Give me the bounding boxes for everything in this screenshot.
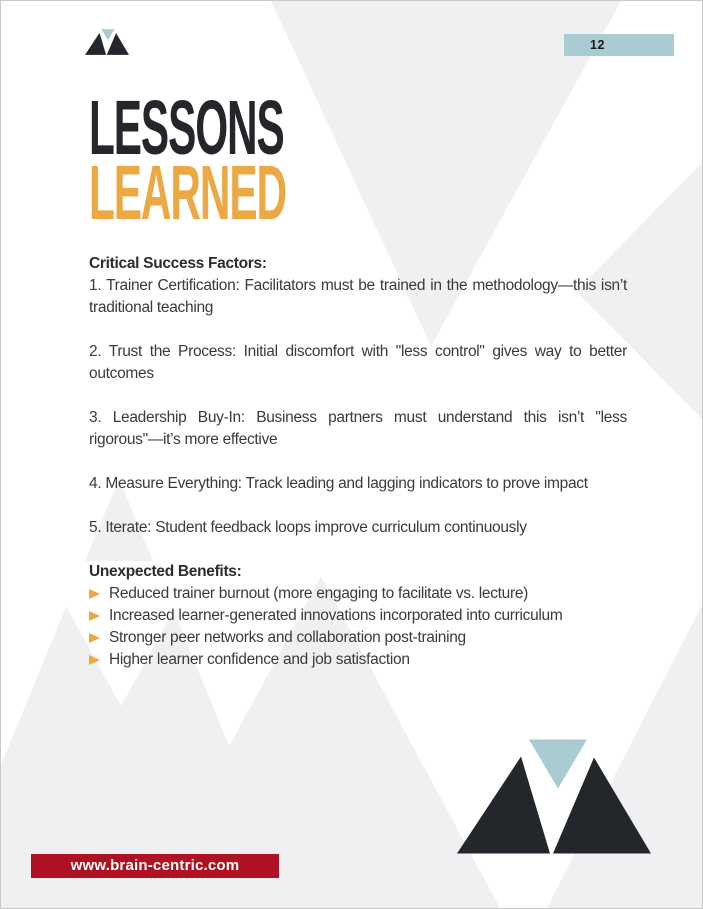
- numbered-item-5: 5. Iterate: Student feedback loops improve curriculum continuously: [89, 519, 527, 536]
- benefit-item: [89, 605, 627, 627]
- triangle-bullet-icon: [89, 589, 100, 599]
- triangle-bullet-icon: [89, 655, 100, 665]
- benefit-text: Reduced trainer burnout (more engaging to facilitate vs. lecture): [109, 585, 529, 602]
- body-content: [89, 253, 627, 671]
- page-title: [89, 85, 447, 236]
- numbered-item-4: 4. Measure Everything: Track leading and lagging indicators to prove impact: [89, 475, 588, 492]
- numbered-item-1: 1. Trainer Certification: Facilitators must be trained in the methodology—this isn’t traditional teaching: [89, 277, 627, 316]
- benefits-list: [89, 583, 627, 671]
- benefit-item: [89, 627, 627, 649]
- benefit-item: [89, 583, 627, 605]
- page-title-line1: LESSONS: [89, 85, 284, 171]
- benefit-text: Stronger peer networks and collaboration post-training: [109, 629, 466, 646]
- benefit-item: [89, 649, 627, 671]
- page-title-line2: LEARNED: [89, 150, 287, 236]
- website-link[interactable]: www.brain-centric.com: [31, 854, 279, 878]
- triangle-bullet-icon: [89, 633, 100, 643]
- benefit-text: Higher learner confidence and job satisfaction: [109, 651, 410, 668]
- brand-logo-icon: [85, 29, 129, 55]
- triangle-bullet-icon: [89, 611, 100, 621]
- section-heading-critical-success-factors: Critical Success Factors:: [89, 255, 267, 272]
- brand-logo-large-icon: [457, 739, 651, 854]
- numbered-item-3: 3. Leadership Buy-In: Business partners must understand this isn’t "less rigorous"—it’s more effective: [89, 409, 627, 448]
- page-number-badge: 12: [564, 34, 674, 56]
- benefit-text: Increased learner-generated innovations incorporated into curriculum: [109, 607, 563, 624]
- numbered-item-2: 2. Trust the Process: Initial discomfort with "less control" gives way to better outcomes: [89, 343, 627, 382]
- section-heading-unexpected-benefits: Unexpected Benefits:: [89, 563, 242, 580]
